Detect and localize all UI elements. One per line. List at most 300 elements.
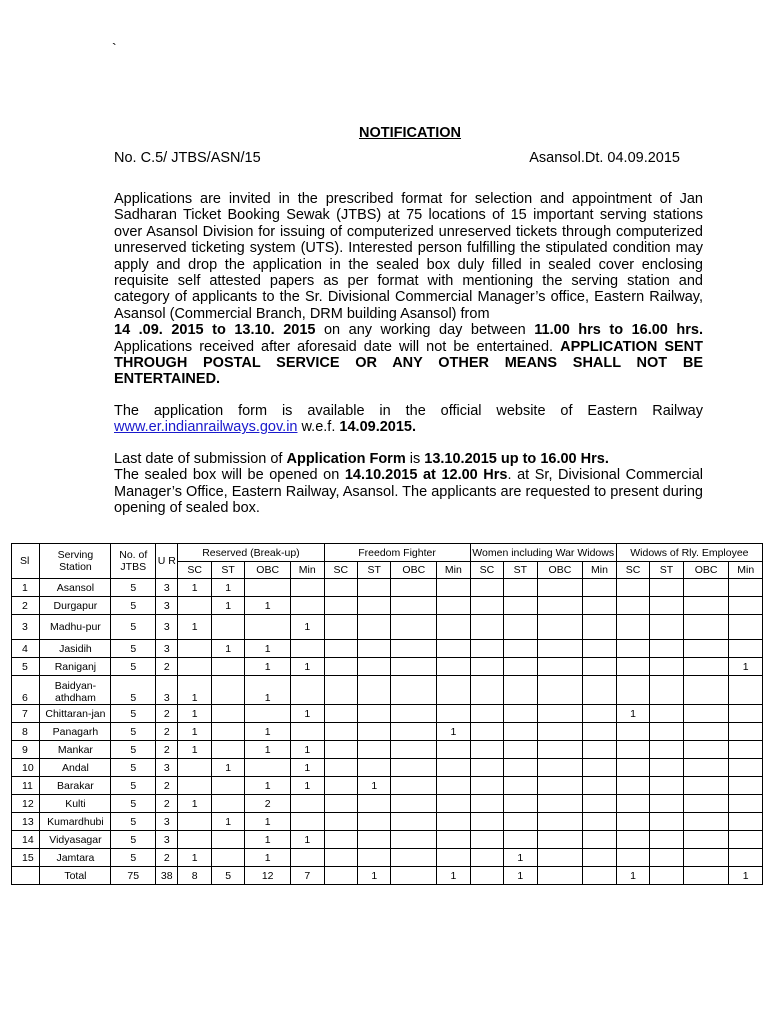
table-cell: 1 xyxy=(245,831,291,849)
reference-number: No. C.5/ JTBS/ASN/15 xyxy=(114,150,261,166)
table-cell xyxy=(391,676,437,705)
table-cell xyxy=(537,777,583,795)
table-cell xyxy=(12,867,40,885)
table-cell xyxy=(616,640,649,658)
table-cell xyxy=(291,640,325,658)
table-cell xyxy=(650,741,683,759)
table-cell xyxy=(537,741,583,759)
table-cell xyxy=(437,615,470,640)
table-cell xyxy=(358,579,391,597)
table-cell xyxy=(683,705,729,723)
table-cell xyxy=(583,795,617,813)
table-row xyxy=(12,813,763,831)
table-cell xyxy=(324,741,357,759)
table-cell: 1 xyxy=(504,867,537,885)
table-cell xyxy=(470,615,503,640)
table-cell xyxy=(583,831,617,849)
table-cell xyxy=(391,759,437,777)
opening-text: The sealed box will be opened on xyxy=(114,467,345,484)
table-cell: 1 xyxy=(245,741,291,759)
table-cell xyxy=(324,777,357,795)
subheader-cell: ST xyxy=(504,562,537,579)
table-cell: 9 xyxy=(12,741,40,759)
table-row xyxy=(12,741,763,759)
table-cell xyxy=(616,658,649,676)
table-row xyxy=(12,759,763,777)
table-cell xyxy=(470,640,503,658)
table-cell xyxy=(683,813,729,831)
table-cell xyxy=(650,849,683,867)
table-cell: 1 xyxy=(291,741,325,759)
table-cell: Asansol xyxy=(40,579,111,597)
wef-text: w.e.f. xyxy=(297,419,340,436)
table-row xyxy=(12,867,763,885)
table-cell xyxy=(211,831,244,849)
table-cell xyxy=(650,615,683,640)
submission-paragraph xyxy=(114,451,703,517)
subheader-cell: OBC xyxy=(245,562,291,579)
table-cell xyxy=(683,741,729,759)
opening-time: 14.10.2015 at 12.00 Hrs xyxy=(344,467,508,484)
table-cell xyxy=(729,777,763,795)
is-text: is xyxy=(405,451,425,467)
table-cell: 1 xyxy=(245,777,291,795)
table-row xyxy=(12,795,763,813)
table-cell xyxy=(470,849,503,867)
table-cell: 10 xyxy=(12,759,40,777)
table-cell xyxy=(178,813,211,831)
table-cell: 75 xyxy=(111,867,156,885)
table-cell xyxy=(683,676,729,705)
application-form-label: Application Form xyxy=(286,451,406,467)
table-cell xyxy=(291,597,325,615)
table-cell: 5 xyxy=(111,723,156,741)
table-cell xyxy=(650,831,683,849)
table-cell: 3 xyxy=(156,640,178,658)
table-cell xyxy=(616,849,649,867)
header-rly-widows: Widows of Rly. Employee xyxy=(616,544,762,562)
table-cell xyxy=(245,705,291,723)
header-station: Serving Station xyxy=(40,544,111,579)
table-cell xyxy=(650,579,683,597)
table-cell: 5 xyxy=(111,849,156,867)
application-dates: 14 .09. 2015 to 13.10. 2015 xyxy=(114,322,316,339)
table-cell: 5 xyxy=(111,615,156,640)
table-cell: 3 xyxy=(156,615,178,640)
vacancy-table xyxy=(11,543,763,885)
table-cell xyxy=(291,849,325,867)
table-cell xyxy=(729,759,763,777)
table-cell xyxy=(391,615,437,640)
subheader-cell: SC xyxy=(178,562,211,579)
table-cell: Durgapur xyxy=(40,597,111,615)
table-cell: 1 xyxy=(291,777,325,795)
table-cell: Barakar xyxy=(40,777,111,795)
table-cell: 38 xyxy=(156,867,178,885)
table-cell xyxy=(324,640,357,658)
table-cell xyxy=(504,597,537,615)
table-cell xyxy=(391,741,437,759)
table-cell xyxy=(616,813,649,831)
table-row xyxy=(12,831,763,849)
table-cell xyxy=(537,615,583,640)
table-cell: 5 xyxy=(111,705,156,723)
table-cell xyxy=(683,658,729,676)
table-cell xyxy=(537,579,583,597)
table-cell xyxy=(650,658,683,676)
table-cell: Raniganj xyxy=(40,658,111,676)
table-cell: 5 xyxy=(111,777,156,795)
table-cell: Baidyan-athdham xyxy=(40,676,111,705)
table-cell: 1 xyxy=(178,615,211,640)
table-cell xyxy=(537,705,583,723)
table-row xyxy=(12,676,763,705)
notice-paragraph xyxy=(114,191,703,388)
table-cell: Chittaran-jan xyxy=(40,705,111,723)
table-cell xyxy=(583,615,617,640)
table-cell xyxy=(358,813,391,831)
table-cell xyxy=(583,813,617,831)
table-cell xyxy=(616,597,649,615)
header-row xyxy=(12,544,763,562)
table-cell: Total xyxy=(40,867,111,885)
table-cell xyxy=(437,849,470,867)
table-cell xyxy=(470,759,503,777)
table-cell xyxy=(391,597,437,615)
table-cell xyxy=(729,741,763,759)
reference-line xyxy=(114,150,680,166)
subheader-cell: ST xyxy=(358,562,391,579)
website-text: The application form is available in the official website of Eastern Railway xyxy=(114,403,703,419)
table-row xyxy=(12,777,763,795)
submission-deadline: 13.10.2015 up to 16.00 Hrs. xyxy=(424,451,609,467)
table-cell: 1 xyxy=(178,579,211,597)
table-cell: 5 xyxy=(111,640,156,658)
subheader-cell: SC xyxy=(470,562,503,579)
table-cell: Madhu-pur xyxy=(40,615,111,640)
table-cell xyxy=(211,705,244,723)
website-link[interactable]: www.er.indianrailways.gov.in xyxy=(114,419,298,436)
table-cell: 12 xyxy=(12,795,40,813)
table-cell xyxy=(537,658,583,676)
table-cell xyxy=(437,676,470,705)
table-cell xyxy=(437,759,470,777)
table-cell: Kulti xyxy=(40,795,111,813)
table-cell xyxy=(324,795,357,813)
table-cell xyxy=(324,759,357,777)
table-cell xyxy=(324,597,357,615)
table-cell: 12 xyxy=(245,867,291,885)
table-cell xyxy=(537,831,583,849)
table-cell xyxy=(683,759,729,777)
table-cell xyxy=(391,723,437,741)
table-cell xyxy=(650,777,683,795)
table-cell: 1 xyxy=(178,705,211,723)
table-cell xyxy=(358,658,391,676)
subheader-cell: SC xyxy=(324,562,357,579)
table-cell: 1 xyxy=(729,867,763,885)
subheader-cell: OBC xyxy=(391,562,437,579)
table-cell: 2 xyxy=(156,705,178,723)
header-jtbs: No. of JTBS xyxy=(111,544,156,579)
table-cell xyxy=(583,676,617,705)
table-cell xyxy=(358,759,391,777)
subheader-cell: OBC xyxy=(683,562,729,579)
table-cell xyxy=(504,831,537,849)
table-cell xyxy=(583,705,617,723)
table-cell xyxy=(391,640,437,658)
table-cell: 1 xyxy=(178,723,211,741)
table-cell xyxy=(583,759,617,777)
table-cell xyxy=(537,759,583,777)
table-cell xyxy=(616,615,649,640)
table-cell xyxy=(245,579,291,597)
table-row xyxy=(12,615,763,640)
table-cell xyxy=(470,813,503,831)
table-cell xyxy=(616,759,649,777)
table-cell: 1 xyxy=(291,705,325,723)
table-cell xyxy=(583,723,617,741)
table-cell: 6 xyxy=(12,676,40,705)
subheader-cell: ST xyxy=(211,562,244,579)
table-cell: 1 xyxy=(729,658,763,676)
table-cell xyxy=(470,597,503,615)
table-cell xyxy=(470,777,503,795)
opening-location-text: . at Sr, Divisional Commercial Manager’s Office, Eastern Railway, Asansol. The applicants are requested to present during opening of sealed box. xyxy=(114,467,703,517)
table-cell xyxy=(583,867,617,885)
table-cell xyxy=(391,813,437,831)
table-cell xyxy=(391,777,437,795)
table-cell: 8 xyxy=(178,867,211,885)
table-cell: 15 xyxy=(12,849,40,867)
table-cell: 1 xyxy=(291,658,325,676)
table-cell xyxy=(683,615,729,640)
table-cell xyxy=(178,777,211,795)
table-cell: 3 xyxy=(156,676,178,705)
last-date-text: Last date of submission of xyxy=(114,451,287,467)
table-cell: 1 xyxy=(178,795,211,813)
table-cell xyxy=(324,723,357,741)
table-cell xyxy=(537,849,583,867)
table-cell xyxy=(437,813,470,831)
table-cell xyxy=(729,849,763,867)
table-cell xyxy=(504,579,537,597)
table-cell xyxy=(211,615,244,640)
table-cell xyxy=(583,777,617,795)
table-cell xyxy=(650,813,683,831)
table-cell xyxy=(291,723,325,741)
table-cell xyxy=(391,658,437,676)
table-cell xyxy=(504,640,537,658)
table-cell: 2 xyxy=(156,723,178,741)
table-cell xyxy=(178,640,211,658)
table-cell xyxy=(470,795,503,813)
table-cell xyxy=(437,777,470,795)
table-cell xyxy=(537,597,583,615)
table-cell xyxy=(537,640,583,658)
table-cell xyxy=(358,849,391,867)
table-cell xyxy=(583,579,617,597)
subheader-cell: Min xyxy=(437,562,470,579)
table-cell xyxy=(358,640,391,658)
table-cell xyxy=(504,658,537,676)
header-freedom-fighter: Freedom Fighter xyxy=(324,544,470,562)
table-cell xyxy=(358,741,391,759)
table-cell xyxy=(470,658,503,676)
table-cell: 1 xyxy=(358,777,391,795)
table-cell xyxy=(437,597,470,615)
table-cell xyxy=(211,723,244,741)
table-cell: 1 xyxy=(178,849,211,867)
table-cell: 1 xyxy=(178,676,211,705)
table-cell xyxy=(437,640,470,658)
table-cell xyxy=(358,795,391,813)
table-cell: 3 xyxy=(156,813,178,831)
table-cell xyxy=(583,640,617,658)
table-cell xyxy=(683,831,729,849)
table-cell xyxy=(470,705,503,723)
table-cell: Vidyasagar xyxy=(40,831,111,849)
table-cell: 4 xyxy=(12,640,40,658)
table-cell: 2 xyxy=(156,741,178,759)
intro-text: Applications are invited in the prescribed format for selection and appointment of Jan Sadharan Ticket Booking Sewak (JTBS) at 75 locations of 15 important serving stations over Asansol Division for issuing of computerized unreserved tickets through computerized unreserved ticketing system (UTS). Interested person fulfilling the stipulated condition may apply and drop the application in the sealed box duly filled in sealed cover enclosing requisite self attested papers as per format with mentioning the serving station and category of applicants to the Sr. Divisional Commercial Manager’s office, Eastern Railway, Asansol (Commercial Branch, DRM building Asansol) from xyxy=(114,191,703,322)
table-cell xyxy=(683,849,729,867)
table-cell xyxy=(504,676,537,705)
table-cell xyxy=(178,658,211,676)
table-cell xyxy=(178,759,211,777)
table-cell xyxy=(358,597,391,615)
table-cell xyxy=(729,705,763,723)
table-row xyxy=(12,849,763,867)
table-row xyxy=(12,705,763,723)
working-hours: 11.00 hrs to 16.00 hrs. xyxy=(534,322,703,339)
table-cell: 2 xyxy=(156,849,178,867)
table-row xyxy=(12,579,763,597)
postal-warning: APPLICATION SENT THROUGH POSTAL SERVICE OR ANY OTHER MEANS SHALL NOT BE ENTERTAINED. xyxy=(114,338,704,388)
table-cell: 1 xyxy=(291,831,325,849)
table-cell xyxy=(729,676,763,705)
page-title: NOTIFICATION xyxy=(358,125,462,141)
table-row xyxy=(12,658,763,676)
table-cell xyxy=(537,867,583,885)
table-cell xyxy=(504,615,537,640)
table-cell xyxy=(358,831,391,849)
table-cell xyxy=(616,723,649,741)
table-cell xyxy=(437,795,470,813)
table-cell: 2 xyxy=(156,795,178,813)
table-cell: Kumardhubi xyxy=(40,813,111,831)
table-cell xyxy=(437,741,470,759)
table-cell: 5 xyxy=(111,579,156,597)
table-cell: 1 xyxy=(291,759,325,777)
table-cell xyxy=(537,676,583,705)
stray-mark: ` xyxy=(112,40,117,56)
table-cell xyxy=(291,579,325,597)
table-cell xyxy=(616,676,649,705)
table-cell xyxy=(729,795,763,813)
table-cell: 5 xyxy=(111,676,156,705)
table-cell xyxy=(729,813,763,831)
table-cell xyxy=(358,723,391,741)
wef-date: 14.09.2015. xyxy=(339,419,417,436)
table-cell: 1 xyxy=(437,723,470,741)
table-cell: 3 xyxy=(12,615,40,640)
table-cell: 8 xyxy=(12,723,40,741)
table-cell xyxy=(245,615,291,640)
table-cell xyxy=(650,795,683,813)
table-cell xyxy=(650,759,683,777)
table-cell: 1 xyxy=(245,813,291,831)
table-cell: 1 xyxy=(211,640,244,658)
table-cell xyxy=(291,795,325,813)
table-cell: 5 xyxy=(111,597,156,615)
header-reserved: Reserved (Break-up) xyxy=(178,544,324,562)
table-cell xyxy=(537,723,583,741)
table-cell xyxy=(470,867,503,885)
table-cell: 3 xyxy=(156,831,178,849)
table-cell: 1 xyxy=(358,867,391,885)
table-cell: 2 xyxy=(245,795,291,813)
table-cell xyxy=(729,723,763,741)
table-cell: 1 xyxy=(245,676,291,705)
table-cell xyxy=(324,867,357,885)
table-cell xyxy=(437,705,470,723)
table-row xyxy=(12,723,763,741)
header-sl: Sl xyxy=(12,544,40,579)
table-cell: 1 xyxy=(211,813,244,831)
subheader-cell: SC xyxy=(616,562,649,579)
table-cell xyxy=(537,813,583,831)
table-cell xyxy=(583,658,617,676)
table-cell: 1 xyxy=(437,867,470,885)
table-cell xyxy=(470,579,503,597)
table-cell xyxy=(211,676,244,705)
table-cell: Mankar xyxy=(40,741,111,759)
table-cell: 1 xyxy=(245,640,291,658)
table-cell xyxy=(683,597,729,615)
table-cell: 1 xyxy=(211,759,244,777)
table-cell xyxy=(504,705,537,723)
table-cell xyxy=(729,615,763,640)
table-cell: 1 xyxy=(245,597,291,615)
table-cell xyxy=(504,741,537,759)
table-cell xyxy=(504,795,537,813)
table-cell xyxy=(616,831,649,849)
table-cell xyxy=(291,676,325,705)
table-cell xyxy=(683,867,729,885)
table-cell: Jasidih xyxy=(40,640,111,658)
table-cell xyxy=(324,676,357,705)
table-cell xyxy=(729,640,763,658)
table-cell xyxy=(211,849,244,867)
table-cell xyxy=(650,723,683,741)
table-cell xyxy=(470,831,503,849)
table-body xyxy=(12,579,763,885)
table-cell: 5 xyxy=(111,795,156,813)
table-cell xyxy=(324,579,357,597)
header-women-widows: Women including War Widows xyxy=(470,544,616,562)
table-cell: 1 xyxy=(504,849,537,867)
table-cell xyxy=(324,658,357,676)
table-cell xyxy=(211,777,244,795)
subheader-cell: Min xyxy=(291,562,325,579)
table-cell: 11 xyxy=(12,777,40,795)
table-cell xyxy=(211,741,244,759)
table-cell: 3 xyxy=(156,597,178,615)
table-cell xyxy=(324,849,357,867)
table-cell: 5 xyxy=(111,741,156,759)
table-cell: 2 xyxy=(12,597,40,615)
